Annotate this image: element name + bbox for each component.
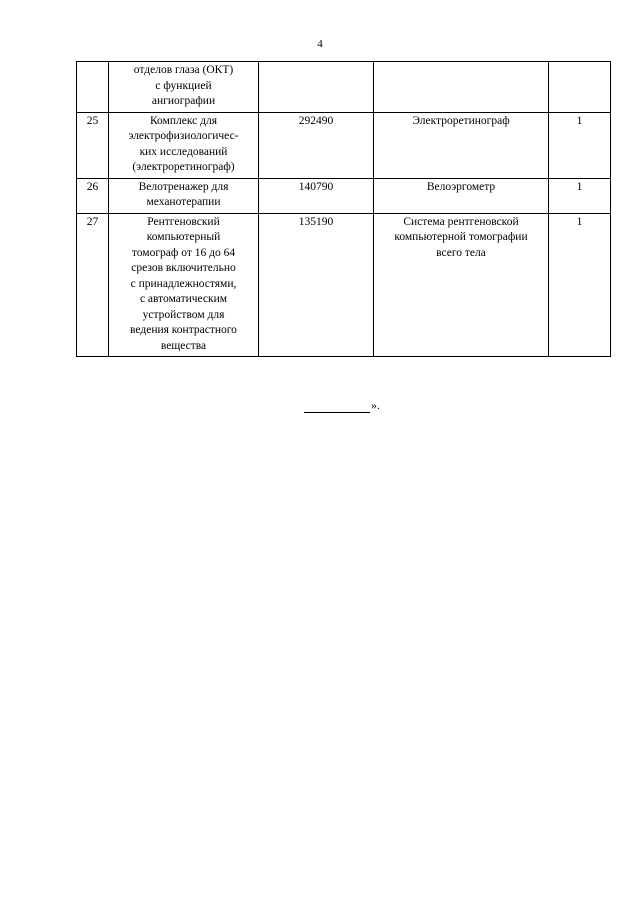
table-row [77, 62, 611, 113]
row-number-cell: 25 [77, 112, 109, 178]
equipment-type-cell: Электроретинограф [374, 112, 549, 178]
equipment-name-cell: Велотренажер для механотерапии [109, 178, 259, 213]
row-number-cell: 26 [77, 178, 109, 213]
closing-quote: ». [371, 398, 380, 412]
table-row [77, 213, 611, 357]
quantity-cell: 1 [549, 178, 611, 213]
page-number: 4 [317, 38, 323, 50]
equipment-code-cell: 292490 [259, 112, 374, 178]
equipment-name-cell: Рентгеновский компьютерный томограф от 16 до 64 срезов включительно с принадлежностями, с автоматическим устройством для ведения контрастного вещества [109, 213, 259, 357]
equipment-code-cell: 140790 [259, 178, 374, 213]
closing-line [304, 398, 380, 413]
row-number-cell [77, 62, 109, 113]
quantity-cell: 1 [549, 213, 611, 357]
equipment-type-cell: Система рентгеновской компьютерной томографии всего тела [374, 213, 549, 357]
equipment-type-cell [374, 62, 549, 113]
equipment-table [76, 61, 611, 357]
row-number-cell: 27 [77, 213, 109, 357]
quantity-cell [549, 62, 611, 113]
equipment-code-cell: 135190 [259, 213, 374, 357]
signature-blank-line [304, 400, 370, 413]
table-row [77, 112, 611, 178]
table-row [77, 178, 611, 213]
equipment-name-cell: отделов глаза (ОКТ) с функцией ангиографии [109, 62, 259, 113]
equipment-type-cell: Велоэргометр [374, 178, 549, 213]
equipment-name-cell: Комплекс для электрофизиологичес- ких исследований (электроретинограф) [109, 112, 259, 178]
equipment-code-cell [259, 62, 374, 113]
quantity-cell: 1 [549, 112, 611, 178]
